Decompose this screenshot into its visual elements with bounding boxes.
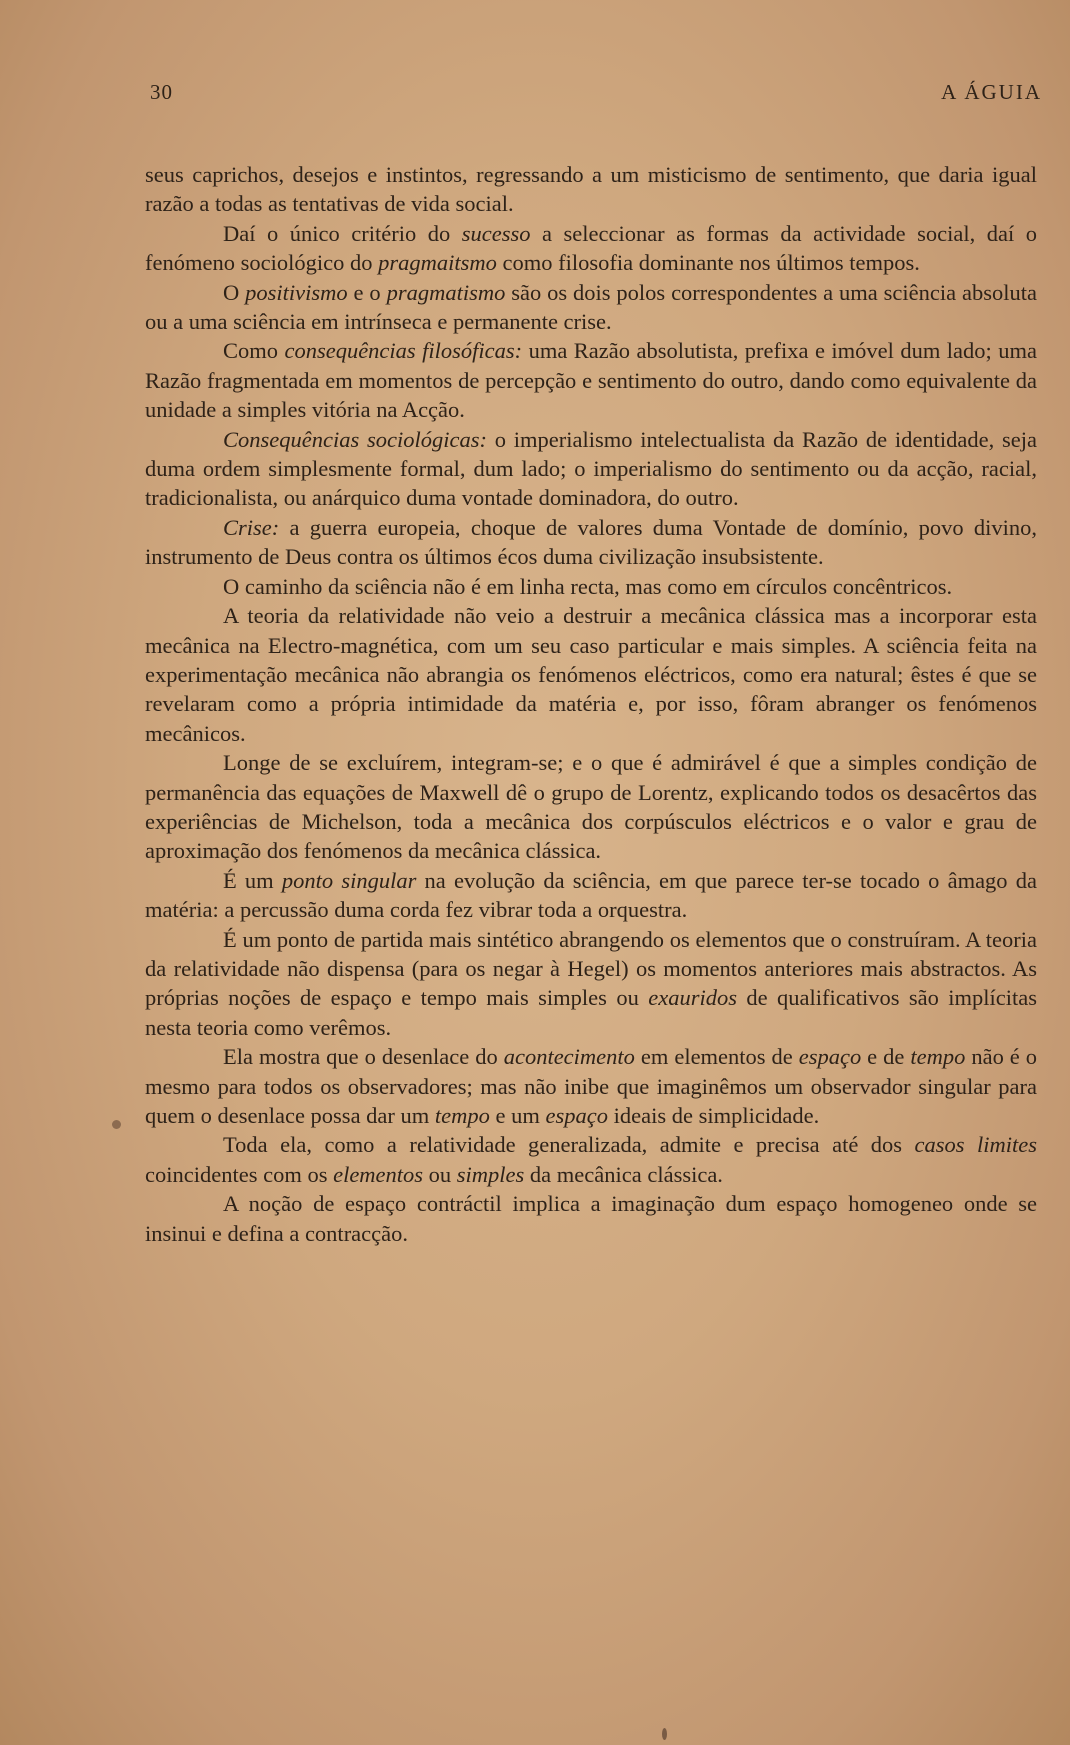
paragraph xyxy=(145,425,1037,513)
italic-text: tempo xyxy=(910,1044,966,1070)
text-run: Ela mostra que o desenlace do xyxy=(223,1044,504,1070)
italic-text: casos limites xyxy=(914,1132,1037,1158)
italic-text: consequências filosóficas: xyxy=(284,338,523,364)
running-title: A ÁGUIA xyxy=(941,80,1042,104)
text-run: e de xyxy=(861,1044,911,1070)
italic-text: tempo xyxy=(434,1103,490,1128)
paragraph xyxy=(145,278,1037,337)
text-run: são os dois polos correspondentes a uma sciência absoluta ou a uma sciência em intrínseca e permanente crise. xyxy=(145,279,1037,335)
page-number: 30 xyxy=(150,80,173,104)
paragraph xyxy=(145,601,1037,748)
text-run: seus caprichos, desejos e instintos, regressando a um misticismo de sentimento, que daria igual razão a todas as tentativas de vida social. xyxy=(145,162,1037,217)
italic-text: acontecimento xyxy=(503,1044,635,1070)
italic-text: exauridos xyxy=(648,985,737,1011)
italic-text: pragmaitsmo xyxy=(378,250,497,276)
italic-text: Consequências sociológicas: xyxy=(223,426,487,452)
text-run: o imperialismo intelectualista da Razão de identidade, seja duma ordem simplesmente formal, dum lado; o imperialismo do sentimento ou da acção, racial, tradicionalista, ou anárquico duma vontade dominadora, do outro. xyxy=(145,426,1038,511)
text-run: A noção de espaço contráctil implica a imaginação dum espaço homogeneo onde se insinui e defina a contracção. xyxy=(145,1191,1037,1246)
text-run: O caminho da sciência não é em linha recta, mas como em círculos concêntricos. xyxy=(223,573,953,599)
text-run: Toda ela, como a relatividade generalizada, admite e precisa até dos xyxy=(223,1132,915,1158)
text-run: como filosofia dominante nos últimos tempos. xyxy=(496,250,920,276)
body-text xyxy=(145,160,1037,1248)
text-run: e um xyxy=(489,1103,546,1128)
paragraph xyxy=(145,572,1037,601)
text-run: a seleccionar as formas da actividade social, daí o fenómeno sociológico do xyxy=(145,220,1037,276)
italic-text: simples xyxy=(456,1161,525,1187)
paragraph xyxy=(145,1130,1037,1189)
text-run: coincidentes com os xyxy=(145,1161,334,1187)
paragraph xyxy=(145,160,1037,219)
paragraph xyxy=(145,925,1037,1043)
italic-text: sucesso xyxy=(461,220,531,246)
text-run: na evolução da sciência, em que parece ter-se tocado o âmago da matéria: a percussão duma corda fez vibrar toda a orquestra. xyxy=(145,867,1037,923)
italic-text: positivismo xyxy=(245,279,348,305)
italic-text: espaço xyxy=(798,1044,862,1070)
paragraph xyxy=(145,866,1037,925)
page-header xyxy=(150,80,1042,110)
text-run: Longe de se excluírem, integram-se; e o que é admirável é que a simples condição de permanência das equações de Maxwell dê o grupo de Lorentz, explicando todos os desacêrtos das experiências de Michelson, toda a mecânica dos corpúsculos eléctricos e o valor e grau de aproximação dos fenómenos da mecânica clássica. xyxy=(145,750,1037,864)
text-run: É um xyxy=(223,867,282,893)
text-run: em elementos de xyxy=(634,1044,799,1070)
paragraph xyxy=(145,336,1037,424)
text-run: ou xyxy=(423,1161,457,1187)
italic-text: pragmatismo xyxy=(386,279,506,305)
text-run: Como xyxy=(223,338,285,364)
paragraph xyxy=(145,748,1037,866)
paragraph xyxy=(145,1042,1037,1130)
ink-spot xyxy=(112,1120,121,1129)
text-run: É um ponto de partida mais sintético abrangendo os elementos que o construíram. A teoria da relatividade não dispensa (para os negar à Hegel) os momentos anteriores mais abstractos. As próprias noções de espaço e tempo mais simples ou xyxy=(145,926,1037,1011)
text-run: de qualificativos são implícitas nesta teoria como verêmos. xyxy=(145,985,1037,1040)
paragraph xyxy=(145,1189,1037,1248)
paragraph xyxy=(145,219,1037,278)
italic-text: Crise: xyxy=(223,514,280,540)
italic-text: elementos xyxy=(333,1161,424,1187)
text-run: ideais de simplicidade. xyxy=(608,1103,820,1128)
text-run: não é o mesmo para todos os observadores; mas não inibe que imaginêmos um observador singular para quem o desenlace possa dar um xyxy=(145,1044,1037,1128)
ink-spot xyxy=(662,1728,667,1740)
text-run: e o xyxy=(347,279,387,305)
text-run: uma Razão absolutista, prefixa e imóvel dum lado; uma Razão fragmentada em momentos de percepção e sentimento do outro, dando como equivalente da unidade a simples vitória na Acção. xyxy=(145,338,1037,423)
paragraph xyxy=(145,513,1037,572)
italic-text: espaço xyxy=(545,1103,609,1128)
text-run: A teoria da relatividade não veio a destruir a mecânica clássica mas a incorporar esta mecânica na Electro-magnética, com um seu caso particular e mais simples. A sciência feita na experimentação mecânica não abrangia os fenómenos eléctricos, como era natural; êstes é que se revelaram como a própria intimidade da matéria e, por isso, fôram abranger os fenómenos mecânicos. xyxy=(145,603,1037,746)
text-run: da mecânica clássica. xyxy=(524,1161,723,1187)
text-run: Daí o único critério do xyxy=(223,220,462,246)
italic-text: ponto singular xyxy=(281,867,417,893)
text-run: O xyxy=(223,279,246,305)
text-run: a guerra europeia, choque de valores duma Vontade de domínio, povo divino, instrumento de Deus contra os últimos écos duma civilização insubsistente. xyxy=(145,514,1037,570)
